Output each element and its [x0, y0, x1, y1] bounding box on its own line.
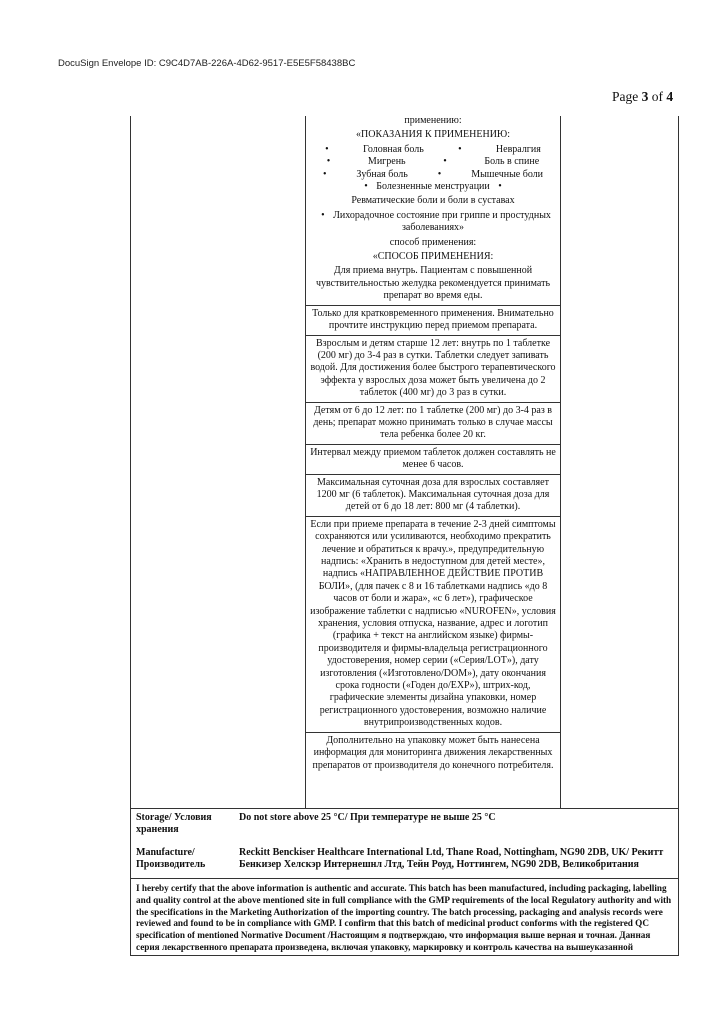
indication-item: Мигрень — [367, 156, 406, 168]
bullet: • — [321, 209, 325, 221]
separator — [306, 402, 560, 403]
paragraph: Только для кратковременного применения. Внимательно прочтите инструкцию перед приемом препарата. — [312, 307, 554, 332]
storage-label: Storage/ Условия хранения — [136, 812, 212, 835]
indication-row — [308, 181, 558, 193]
bullet: • — [443, 156, 447, 168]
page-label: Page — [612, 89, 639, 104]
manufacturer-label: Manufacture/ Производитель — [136, 847, 206, 870]
indication-item: Зубная боль — [356, 168, 408, 180]
indication-item: Невралгия — [495, 143, 541, 155]
table-divider-right — [560, 116, 561, 808]
page-number — [612, 89, 673, 105]
paragraph: Если при приеме препарата в течение 2-3 дней симптомы сохраняются или усиливаются, необходимо прекратить лечение и обратиться к врачу.», предупредительную надпись: «Хранить в недоступном для детей месте», надпись «НАПРАВЛЕННОЕ ДЕЙСТВИЕ ПРОТИВ БОЛИ», (для пачек с 8 и 16 таблетками надпись «до 8 часов от боли и жара», «с 6 лет»), графическое изображение таблетки с надписью «NUROFEN», условия хранения, условия отпуска, название, адрес и логотип (графика + текст на английском языке) фирмы-производителя и фирмы-владельца регистрационного удостоверения, номер серии («Серия/LOT»), дату изготовления («Изготовлено/DOM»), дату окончания срока годности («Годен до/EXP»), штрих-код, графические элементы дизайна упаковки, номер регистрационного удостоверения, возможно наличие внутрипроизводственных кодов. — [310, 518, 556, 729]
indications-header: «ПОКАЗАНИЯ К ПРИМЕНЕНИЮ: — [356, 129, 510, 141]
indication-row — [308, 156, 558, 168]
indication-row — [308, 144, 558, 156]
page-of: of — [651, 89, 663, 104]
paragraph: Интервал между приемом таблеток должен составлять не менее 6 часов. — [310, 446, 556, 471]
method-header: «СПОСОБ ПРИМЕНЕНИЯ: — [372, 251, 494, 263]
method-label: способ применения: — [389, 236, 477, 248]
docusign-envelope-id: DocuSign Envelope ID: C9C4D7AB-226A-4D62-9517-E5E5F58438BC — [58, 58, 356, 69]
indication-row — [308, 210, 558, 235]
certification-text: I hereby certify that the above information is authentic and accurate. This batch has been manufactured, including packaging, labelling and quality control at the above mentioned site in full compliance with the GMP requirements of the local Regulatory authority and with the specifications in the Marketing Authorization of the importing country. The batch processing, packaging and analysis records were reviewed and found to be in compliance with GMP. I confirm that this batch of medicinal product conforms with the registered QC specification of mentioned Normative Document /Настоящим я подтверждаю, что информация выше верная и точная. Данная серия лекарственного препарата произведена, включая упаковку, маркировку и контроль качества на вышеуказанной — [136, 883, 672, 952]
separator — [306, 732, 560, 733]
bullet: • — [325, 143, 329, 155]
manufacturer-value: Reckitt Benckiser Healthcare International Ltd, Thane Road, Nottingham, NG90 2DB, UK/ Рекитт Бенкизер Хелскэр Интернешнл Лтд, Тейн Роуд, Ноттингем, NG90 2DB, Великобритания — [239, 847, 664, 870]
table-row-divider-certify — [130, 878, 679, 879]
indication-item: Ревматические боли и боли в суставах — [351, 195, 515, 207]
indication-item: Мышечные боли — [471, 168, 544, 180]
paragraph: Для приема внутрь. Пациентам с повышенной чувствительностью желудка рекомендуется принимать препарат во время еды. — [315, 265, 551, 302]
bullet: • — [498, 181, 502, 193]
storage-value: Do not store above 25 °C/ При температуре не выше 25 °C — [239, 812, 496, 823]
indication-item: Боль в спине — [484, 156, 540, 168]
separator — [306, 516, 560, 517]
separator — [306, 474, 560, 475]
bullet: • — [458, 143, 462, 155]
paragraph: Дополнительно на упаковку может быть нанесена информация для мониторинга движения лекарственных препаратов от производителя до конечного потребителя. — [312, 734, 554, 771]
bullet: • — [364, 181, 368, 193]
paragraph: Взрослым и детям старше 12 лет: внутрь по 1 таблетке (200 мг) до 3-4 раз в сутки. Таблетки следует запивать водой. Для достижения более быстрого терапевтического эффекта у взрослых доза может быть увеличена до 2 таблеток (400 мг) до 3 раз в сутки. — [310, 337, 556, 399]
top-word: применению: — [404, 115, 462, 126]
indication-item: Лихорадочное состояние при гриппе и простудных заболеваниях» — [333, 209, 551, 234]
bullet: • — [322, 168, 327, 180]
bullet: • — [326, 156, 331, 168]
separator — [306, 444, 560, 445]
page-current: 3 — [641, 89, 649, 104]
page-total: 4 — [666, 89, 674, 104]
indication-item: Головная боль — [362, 143, 424, 155]
table-row-divider-storage — [130, 808, 679, 809]
package-text-block — [308, 115, 558, 774]
paragraph: Максимальная суточная доза для взрослых составляет 1200 мг (6 таблеток). Максимальная суточная доза для детей от 6 до 18 лет: 800 мг (4 таблетки). — [316, 476, 550, 513]
separator — [306, 305, 560, 306]
indication-row — [308, 169, 558, 181]
table-divider-left — [305, 116, 306, 808]
indication-item: Болезненные менструации — [376, 181, 490, 193]
paragraph: Детям от 6 до 12 лет: по 1 таблетке (200 мг) до 3-4 раз в день; препарат можно принимать только в случае массы тела ребенка более 20 кг. — [313, 404, 553, 441]
bullet: • — [437, 168, 442, 180]
separator — [306, 335, 560, 336]
